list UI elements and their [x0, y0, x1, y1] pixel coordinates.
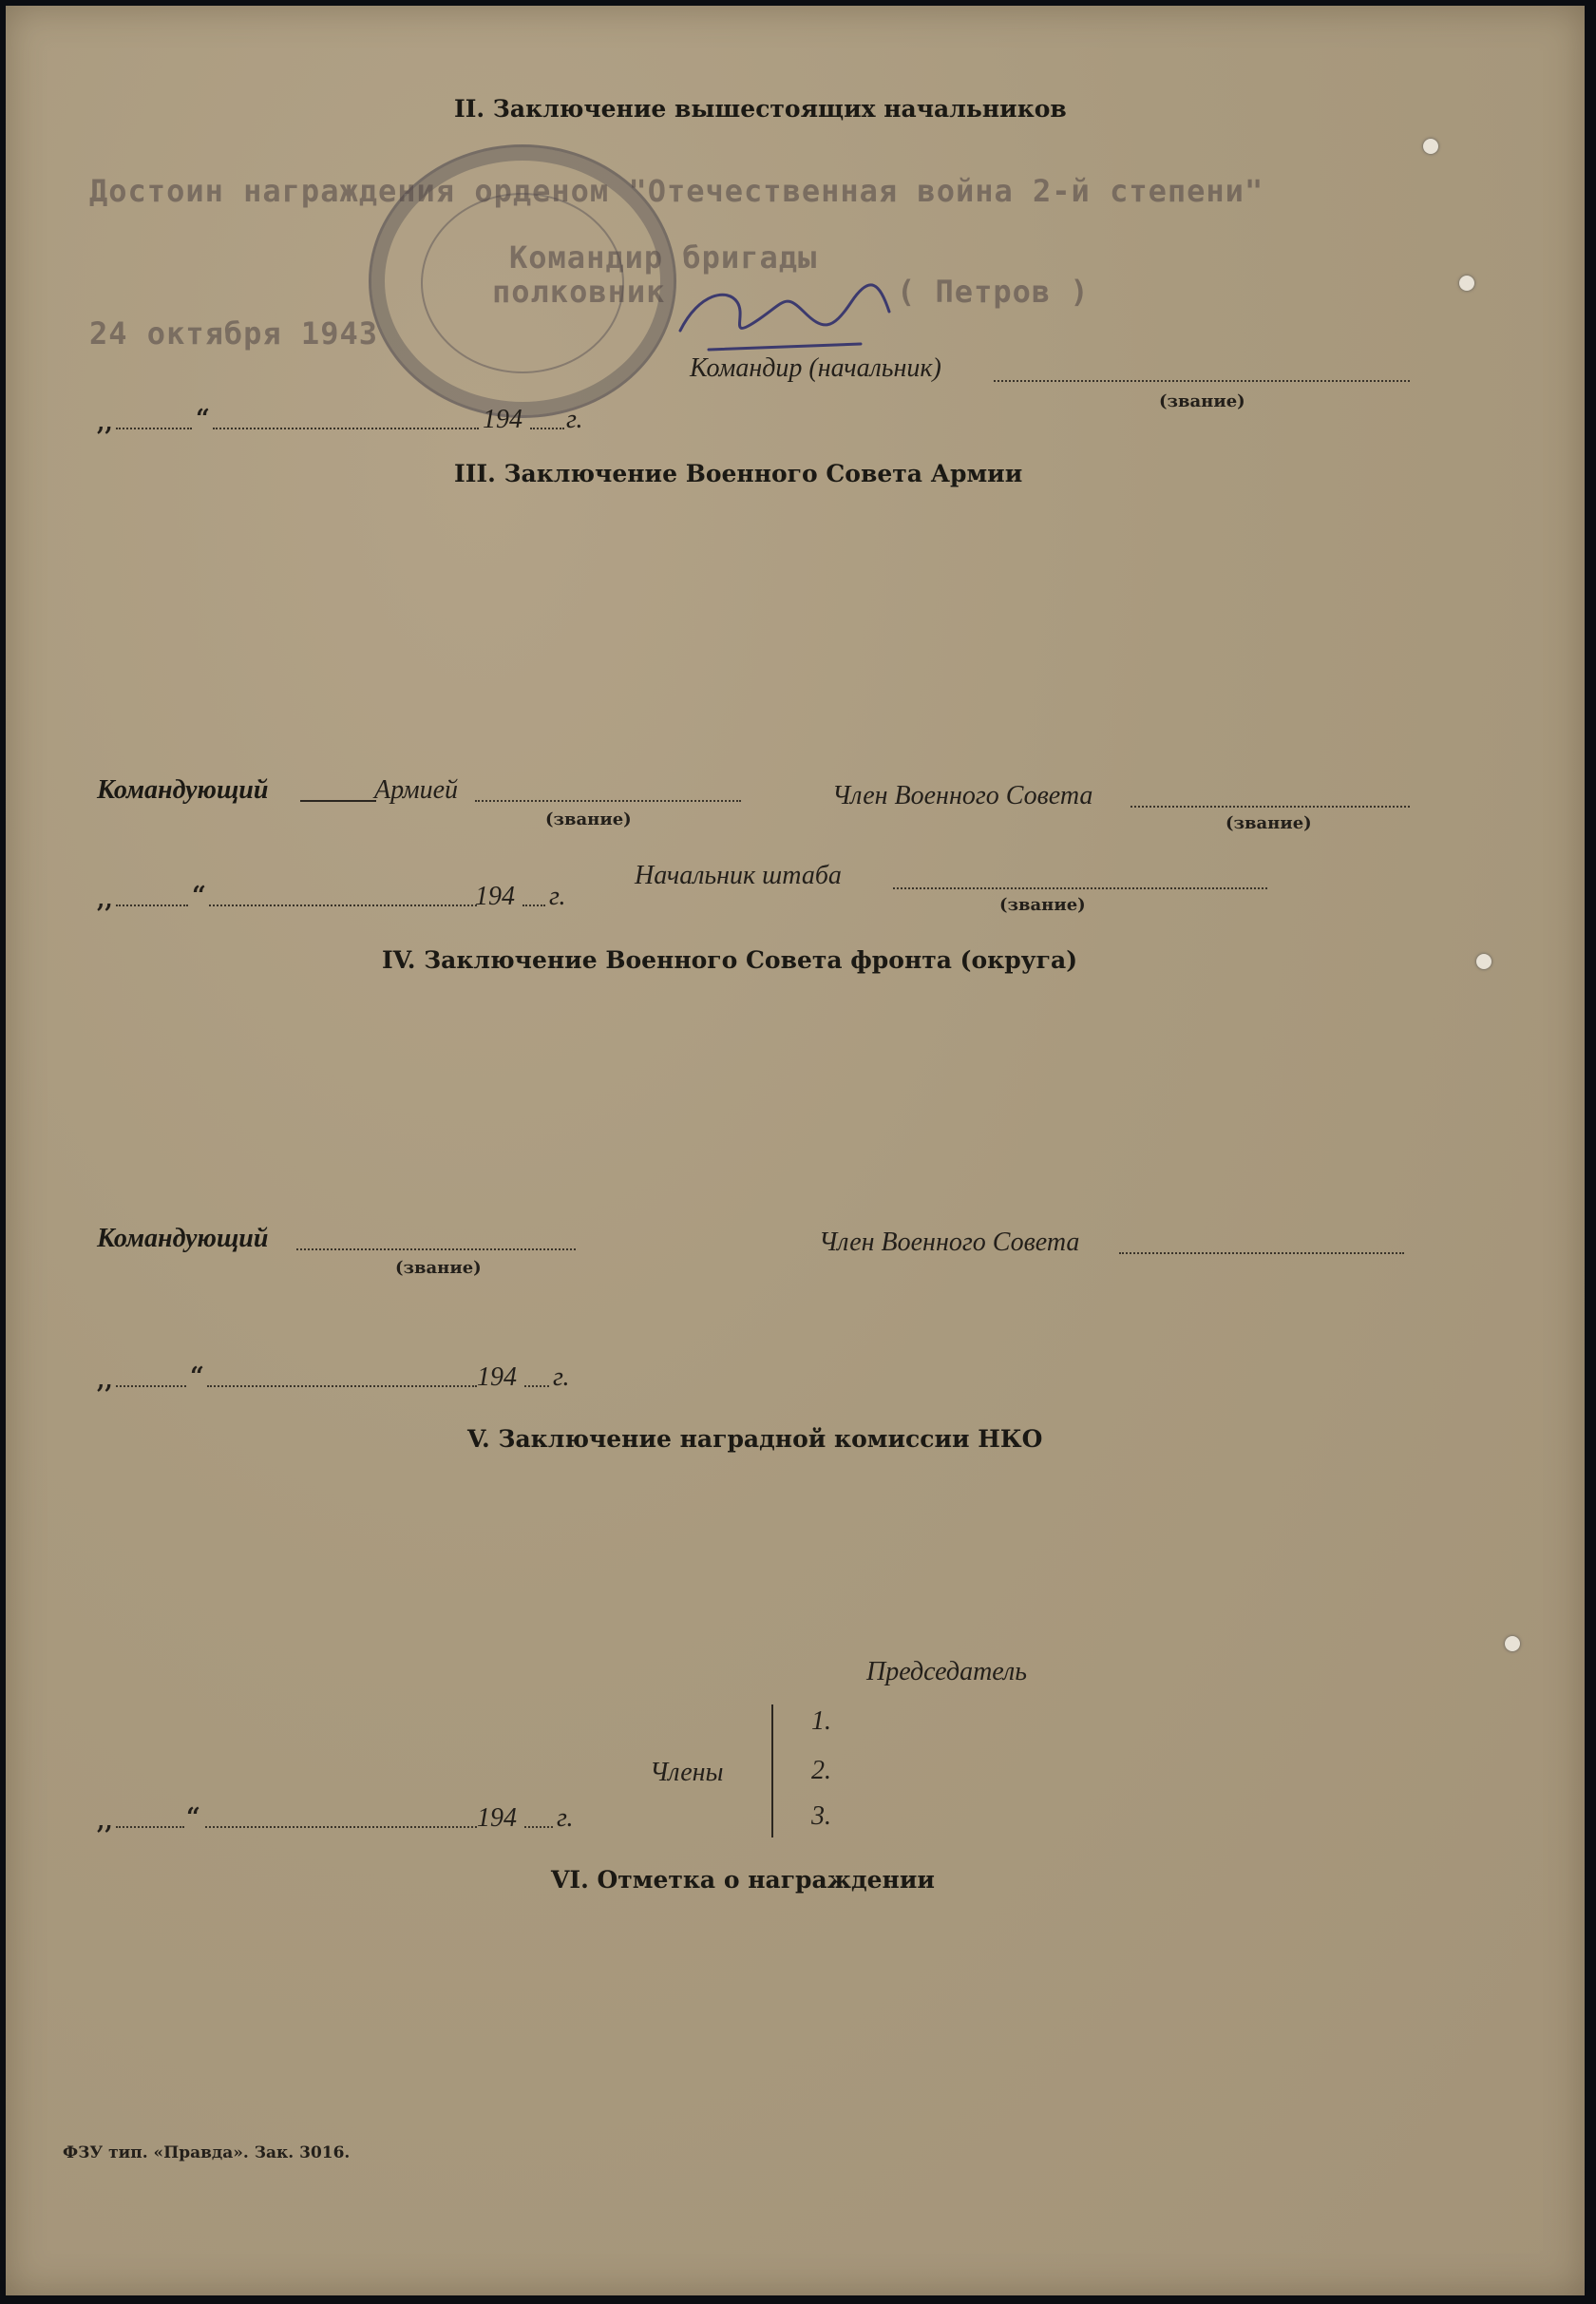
punch-hole	[1423, 139, 1438, 154]
section5-date-day-line	[116, 1826, 184, 1828]
section3-date-day-line	[116, 904, 188, 906]
section2-year-prefix: 194	[483, 405, 522, 434]
section3-chief-of-staff-label: Начальник штаба	[635, 861, 842, 890]
section5-chairman-label: Председатель	[866, 1657, 1027, 1686]
section5-members-label: Члены	[650, 1758, 724, 1787]
section4-rank-label: (звание)	[395, 1258, 482, 1278]
section5-year-prefix: 194	[477, 1803, 517, 1833]
section2-rank-label: (звание)	[1159, 391, 1245, 411]
footer-imprint: ФЗУ тип. «Правда». Зак. 3016.	[63, 2143, 351, 2162]
section3-council-line	[1130, 806, 1410, 808]
punch-hole	[1459, 276, 1474, 291]
section4-year-suffix: г.	[553, 1362, 570, 1392]
section2-date-close: “	[196, 405, 210, 433]
section3-council-member-label: Член Военного Совета	[832, 781, 1093, 810]
section2-date-day-line	[116, 428, 192, 429]
section2-typed-date: 24 октября 1943	[89, 315, 378, 352]
section5-member-2: 2.	[811, 1756, 831, 1785]
section3-army-label: Армией	[374, 775, 459, 805]
section3-council-rank-label: (звание)	[1226, 813, 1312, 833]
section5-member-3: 3.	[811, 1801, 831, 1831]
section2-date-month-line	[213, 428, 479, 429]
section2-commander-label: Командир (начальник)	[690, 353, 941, 383]
section3-commander-line	[475, 800, 741, 802]
award-form-page	[6, 6, 1585, 2295]
section3-year-suffix: г.	[549, 882, 566, 911]
members-brace	[771, 1704, 773, 1837]
punch-hole	[1505, 1636, 1520, 1651]
section6-heading: VI. Отметка о награждении	[551, 1866, 935, 1894]
section4-commander-label: Командующий	[97, 1224, 269, 1253]
section3-date-close: “	[192, 882, 206, 910]
section3-heading: III. Заключение Военного Совета Армии	[454, 460, 1023, 487]
section5-member-1: 1.	[811, 1706, 831, 1736]
section2-date-open: ,,	[97, 409, 113, 436]
section5-date-month-line	[205, 1826, 477, 1828]
section4-date-month-line	[207, 1385, 477, 1387]
section4-commander-line	[296, 1248, 576, 1250]
section5-heading: V. Заключение наградной комиссии НКО	[467, 1425, 1043, 1453]
section2-typed-position: Командир бригады	[509, 239, 818, 276]
section2-typed-name: ( Петров )	[897, 274, 1090, 310]
section3-date-month-line	[209, 904, 477, 906]
section4-council-line	[1119, 1252, 1404, 1254]
signature-icon	[671, 274, 899, 359]
section4-year-prefix: 194	[477, 1362, 517, 1392]
section3-chief-rank-label: (звание)	[999, 895, 1086, 915]
section4-date-day-line	[116, 1385, 186, 1387]
section2-year-suffix: г.	[566, 405, 583, 434]
section5-date-open: ,,	[97, 1807, 113, 1835]
section5-year-line	[524, 1826, 553, 1828]
section3-commander-label: Командующий	[97, 775, 269, 805]
section2-commander-line	[994, 380, 1410, 382]
section3-commander-underline	[300, 800, 376, 802]
section2-heading: II. Заключение вышестоящих начальников	[454, 95, 1067, 123]
section3-date-open: ,,	[97, 885, 113, 913]
section5-year-suffix: г.	[557, 1803, 574, 1833]
section2-typed-rank: полковник	[492, 274, 666, 310]
section2-year-line	[530, 428, 564, 429]
section4-heading: IV. Заключение Военного Совета фронта (округа)	[382, 946, 1078, 974]
section3-year-prefix: 194	[475, 882, 515, 911]
punch-hole	[1476, 954, 1492, 969]
section3-rank-label: (звание)	[545, 809, 632, 829]
section3-year-line	[522, 904, 545, 906]
section4-council-member-label: Член Военного Совета	[819, 1228, 1080, 1257]
section4-date-close: “	[190, 1362, 204, 1391]
section2-typed-recommendation: Достоин награждения орденом "Отечественная война 2-й степени"	[89, 173, 1264, 209]
section4-year-line	[524, 1385, 549, 1387]
section5-date-close: “	[186, 1803, 200, 1832]
section4-date-open: ,,	[97, 1366, 113, 1394]
section3-chief-line	[893, 887, 1267, 889]
